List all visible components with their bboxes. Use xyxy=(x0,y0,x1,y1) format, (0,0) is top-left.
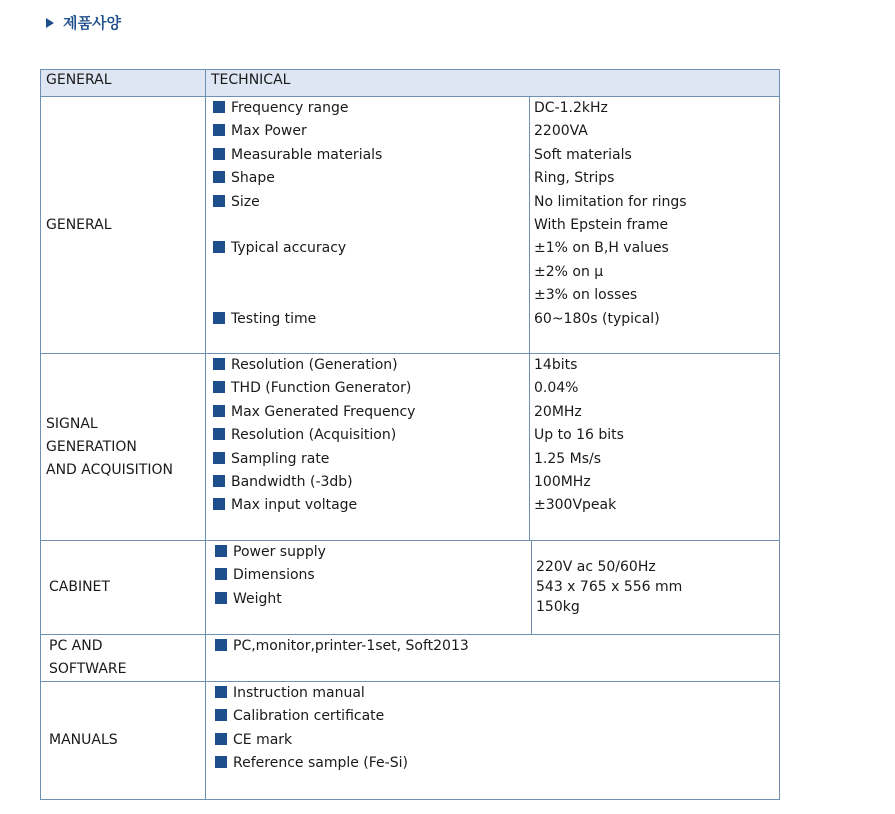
square-bullet-icon xyxy=(213,101,225,113)
value-item: Ring, Strips xyxy=(534,170,615,187)
section-manuals xyxy=(41,682,780,800)
square-bullet-icon xyxy=(213,171,225,183)
list-spacer xyxy=(213,215,529,238)
value-item: 543 x 765 x 556 mm xyxy=(536,579,683,595)
value-item: 0.04% xyxy=(534,380,579,397)
list-item: Max Generated Frequency xyxy=(213,402,529,425)
list-item: Instruction manual xyxy=(215,683,779,706)
list-item: Bandwidth (-3db) xyxy=(213,472,529,495)
section-signal xyxy=(41,354,780,541)
square-bullet-icon xyxy=(215,686,227,698)
list-item: Resolution (Acquisition) xyxy=(213,425,529,448)
list-item: Dimensions xyxy=(215,565,531,588)
list-item: Max Power xyxy=(213,121,529,144)
category-pc: PC AND SOFTWARE xyxy=(41,635,206,682)
section-general xyxy=(41,97,780,354)
spec-cell-manuals xyxy=(206,682,780,800)
square-bullet-icon xyxy=(213,124,225,136)
value-item: DC-1.2kHz xyxy=(534,100,608,116)
list-item: Calibration certificate xyxy=(215,706,779,729)
value-item: 14bits xyxy=(534,357,578,373)
general-values xyxy=(529,97,779,353)
square-bullet-icon xyxy=(213,381,225,393)
square-bullet-icon xyxy=(215,568,227,580)
value-item: No limitation for rings xyxy=(534,193,687,210)
value-item: ±1% on B,H values xyxy=(534,240,669,257)
triangle-bullet-icon xyxy=(46,18,54,28)
signal-values xyxy=(529,354,779,540)
square-bullet-icon xyxy=(213,498,225,510)
list-item: Measurable materials xyxy=(213,145,529,168)
value-item: 20MHz xyxy=(534,403,582,420)
spec-cell-signal xyxy=(206,354,780,541)
square-bullet-icon xyxy=(213,358,225,370)
list-item: Weight xyxy=(215,589,531,612)
value-item: 100MHz xyxy=(534,473,591,490)
list-item: CE mark xyxy=(215,730,779,753)
value-item: Soft materials xyxy=(534,146,632,163)
square-bullet-icon xyxy=(215,639,227,651)
value-item: 60~180s (typical) xyxy=(534,310,660,327)
list-item: Frequency range xyxy=(213,98,529,121)
list-item: PC,monitor,printer-1set, Soft2013 xyxy=(215,636,779,659)
value-item: 1.25 Ms/s xyxy=(534,450,602,467)
cabinet-items xyxy=(206,541,531,634)
category-signal: SIGNAL GENERATION AND ACQUISITION xyxy=(41,354,206,541)
square-bullet-icon xyxy=(215,592,227,604)
header-technical: TECHNICAL xyxy=(206,70,780,97)
list-item: Reference sample (Fe-Si) xyxy=(215,753,779,776)
section-cabinet xyxy=(41,541,780,635)
list-spacer xyxy=(213,285,529,308)
value-item: ±300Vpeak xyxy=(534,497,617,514)
square-bullet-icon xyxy=(215,733,227,745)
list-item: Resolution (Generation) xyxy=(213,355,529,378)
list-item: Testing time xyxy=(213,309,529,332)
square-bullet-icon xyxy=(213,452,225,464)
list-spacer xyxy=(213,262,529,285)
category-cabinet: CABINET xyxy=(41,541,206,635)
header-general: GENERAL xyxy=(41,70,206,97)
square-bullet-icon xyxy=(213,428,225,440)
square-bullet-icon xyxy=(213,475,225,487)
heading-text: 제품사양 xyxy=(63,14,121,32)
list-item: Typical accuracy xyxy=(213,238,529,261)
spec-cell-cabinet xyxy=(206,541,780,635)
value-item: With Epstein frame xyxy=(534,216,669,233)
square-bullet-icon xyxy=(213,405,225,417)
list-item: Size xyxy=(213,192,529,215)
square-bullet-icon xyxy=(215,756,227,768)
spec-cell-general xyxy=(206,97,780,354)
list-item: THD (Function Generator) xyxy=(213,378,529,401)
list-item: Power supply xyxy=(215,542,531,565)
spec-table xyxy=(40,69,780,800)
value-item: 150kg xyxy=(536,599,580,615)
square-bullet-icon xyxy=(215,545,227,557)
section-heading xyxy=(46,12,121,33)
square-bullet-icon xyxy=(213,241,225,253)
general-items xyxy=(206,97,529,353)
cabinet-values xyxy=(531,541,779,634)
square-bullet-icon xyxy=(213,148,225,160)
value-item: 220V ac 50/60Hz xyxy=(536,559,656,575)
value-item: Up to 16 bits xyxy=(534,427,624,444)
value-item: ±2% on μ xyxy=(534,263,604,280)
category-general: GENERAL xyxy=(41,97,206,354)
list-item: Max input voltage xyxy=(213,495,529,518)
value-item: ±3% on losses xyxy=(534,287,638,304)
list-item: Sampling rate xyxy=(213,449,529,472)
spec-cell-pc xyxy=(206,635,780,682)
square-bullet-icon xyxy=(213,195,225,207)
list-item: Shape xyxy=(213,168,529,191)
section-pc xyxy=(41,635,780,682)
square-bullet-icon xyxy=(215,709,227,721)
category-manuals: MANUALS xyxy=(41,682,206,800)
square-bullet-icon xyxy=(213,312,225,324)
signal-items xyxy=(206,354,529,540)
value-item: 2200VA xyxy=(534,123,588,140)
table-header-row xyxy=(41,70,780,97)
